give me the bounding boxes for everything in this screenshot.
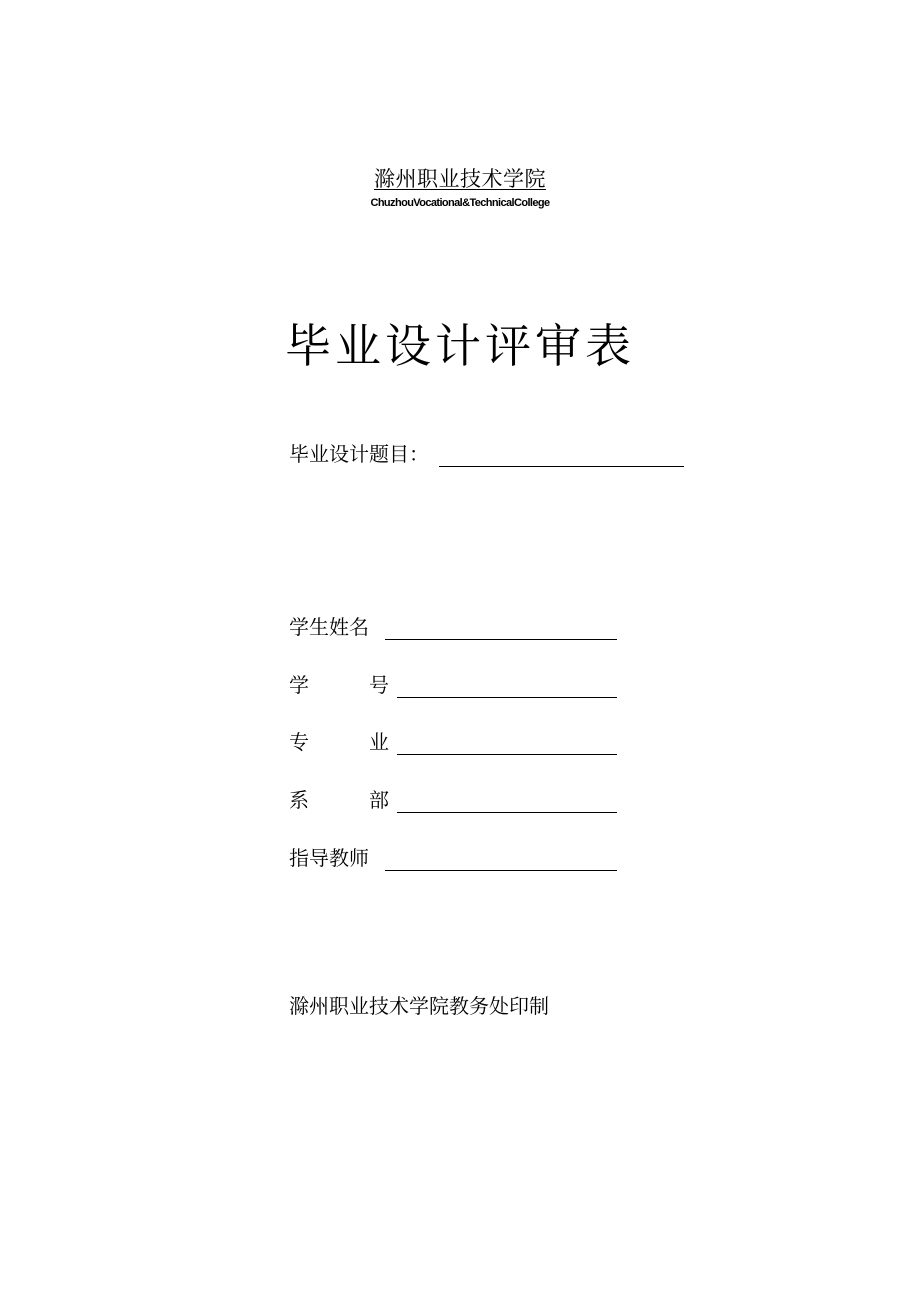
student-id-label-second: 号 bbox=[369, 673, 389, 697]
topic-label: 毕业设计题目： bbox=[289, 442, 429, 466]
department-label-second: 部 bbox=[369, 788, 389, 812]
advisor-blank[interactable] bbox=[385, 846, 617, 871]
topic-blank[interactable] bbox=[439, 444, 684, 467]
advisor-label: 指导教师 bbox=[289, 846, 369, 870]
topic-field bbox=[289, 438, 684, 467]
student-name-field bbox=[289, 612, 617, 640]
major-label-second: 业 bbox=[369, 730, 389, 754]
department-label-first: 系 bbox=[289, 788, 309, 812]
student-name-label: 学生姓名 bbox=[289, 615, 369, 639]
student-name-blank[interactable] bbox=[385, 615, 617, 640]
major-label bbox=[289, 726, 397, 755]
student-id-field bbox=[289, 670, 617, 698]
student-id-label bbox=[289, 669, 397, 698]
major-field bbox=[289, 727, 617, 755]
major-label-first: 专 bbox=[289, 730, 309, 754]
document-title: 毕业设计评审表 bbox=[285, 319, 635, 373]
department-field bbox=[289, 785, 617, 813]
student-id-blank[interactable] bbox=[397, 673, 617, 698]
school-name-english: ChuzhouVocational&TechnicalCollege bbox=[370, 197, 550, 209]
major-blank[interactable] bbox=[397, 730, 617, 755]
issuer-note: 滁州职业技术学院教务处印制 bbox=[289, 994, 549, 1018]
school-name-chinese: 滁州职业技术学院 bbox=[374, 167, 546, 191]
student-id-label-first: 学 bbox=[289, 673, 309, 697]
department-label bbox=[289, 784, 397, 813]
advisor-field bbox=[289, 843, 617, 871]
department-blank[interactable] bbox=[397, 788, 617, 813]
